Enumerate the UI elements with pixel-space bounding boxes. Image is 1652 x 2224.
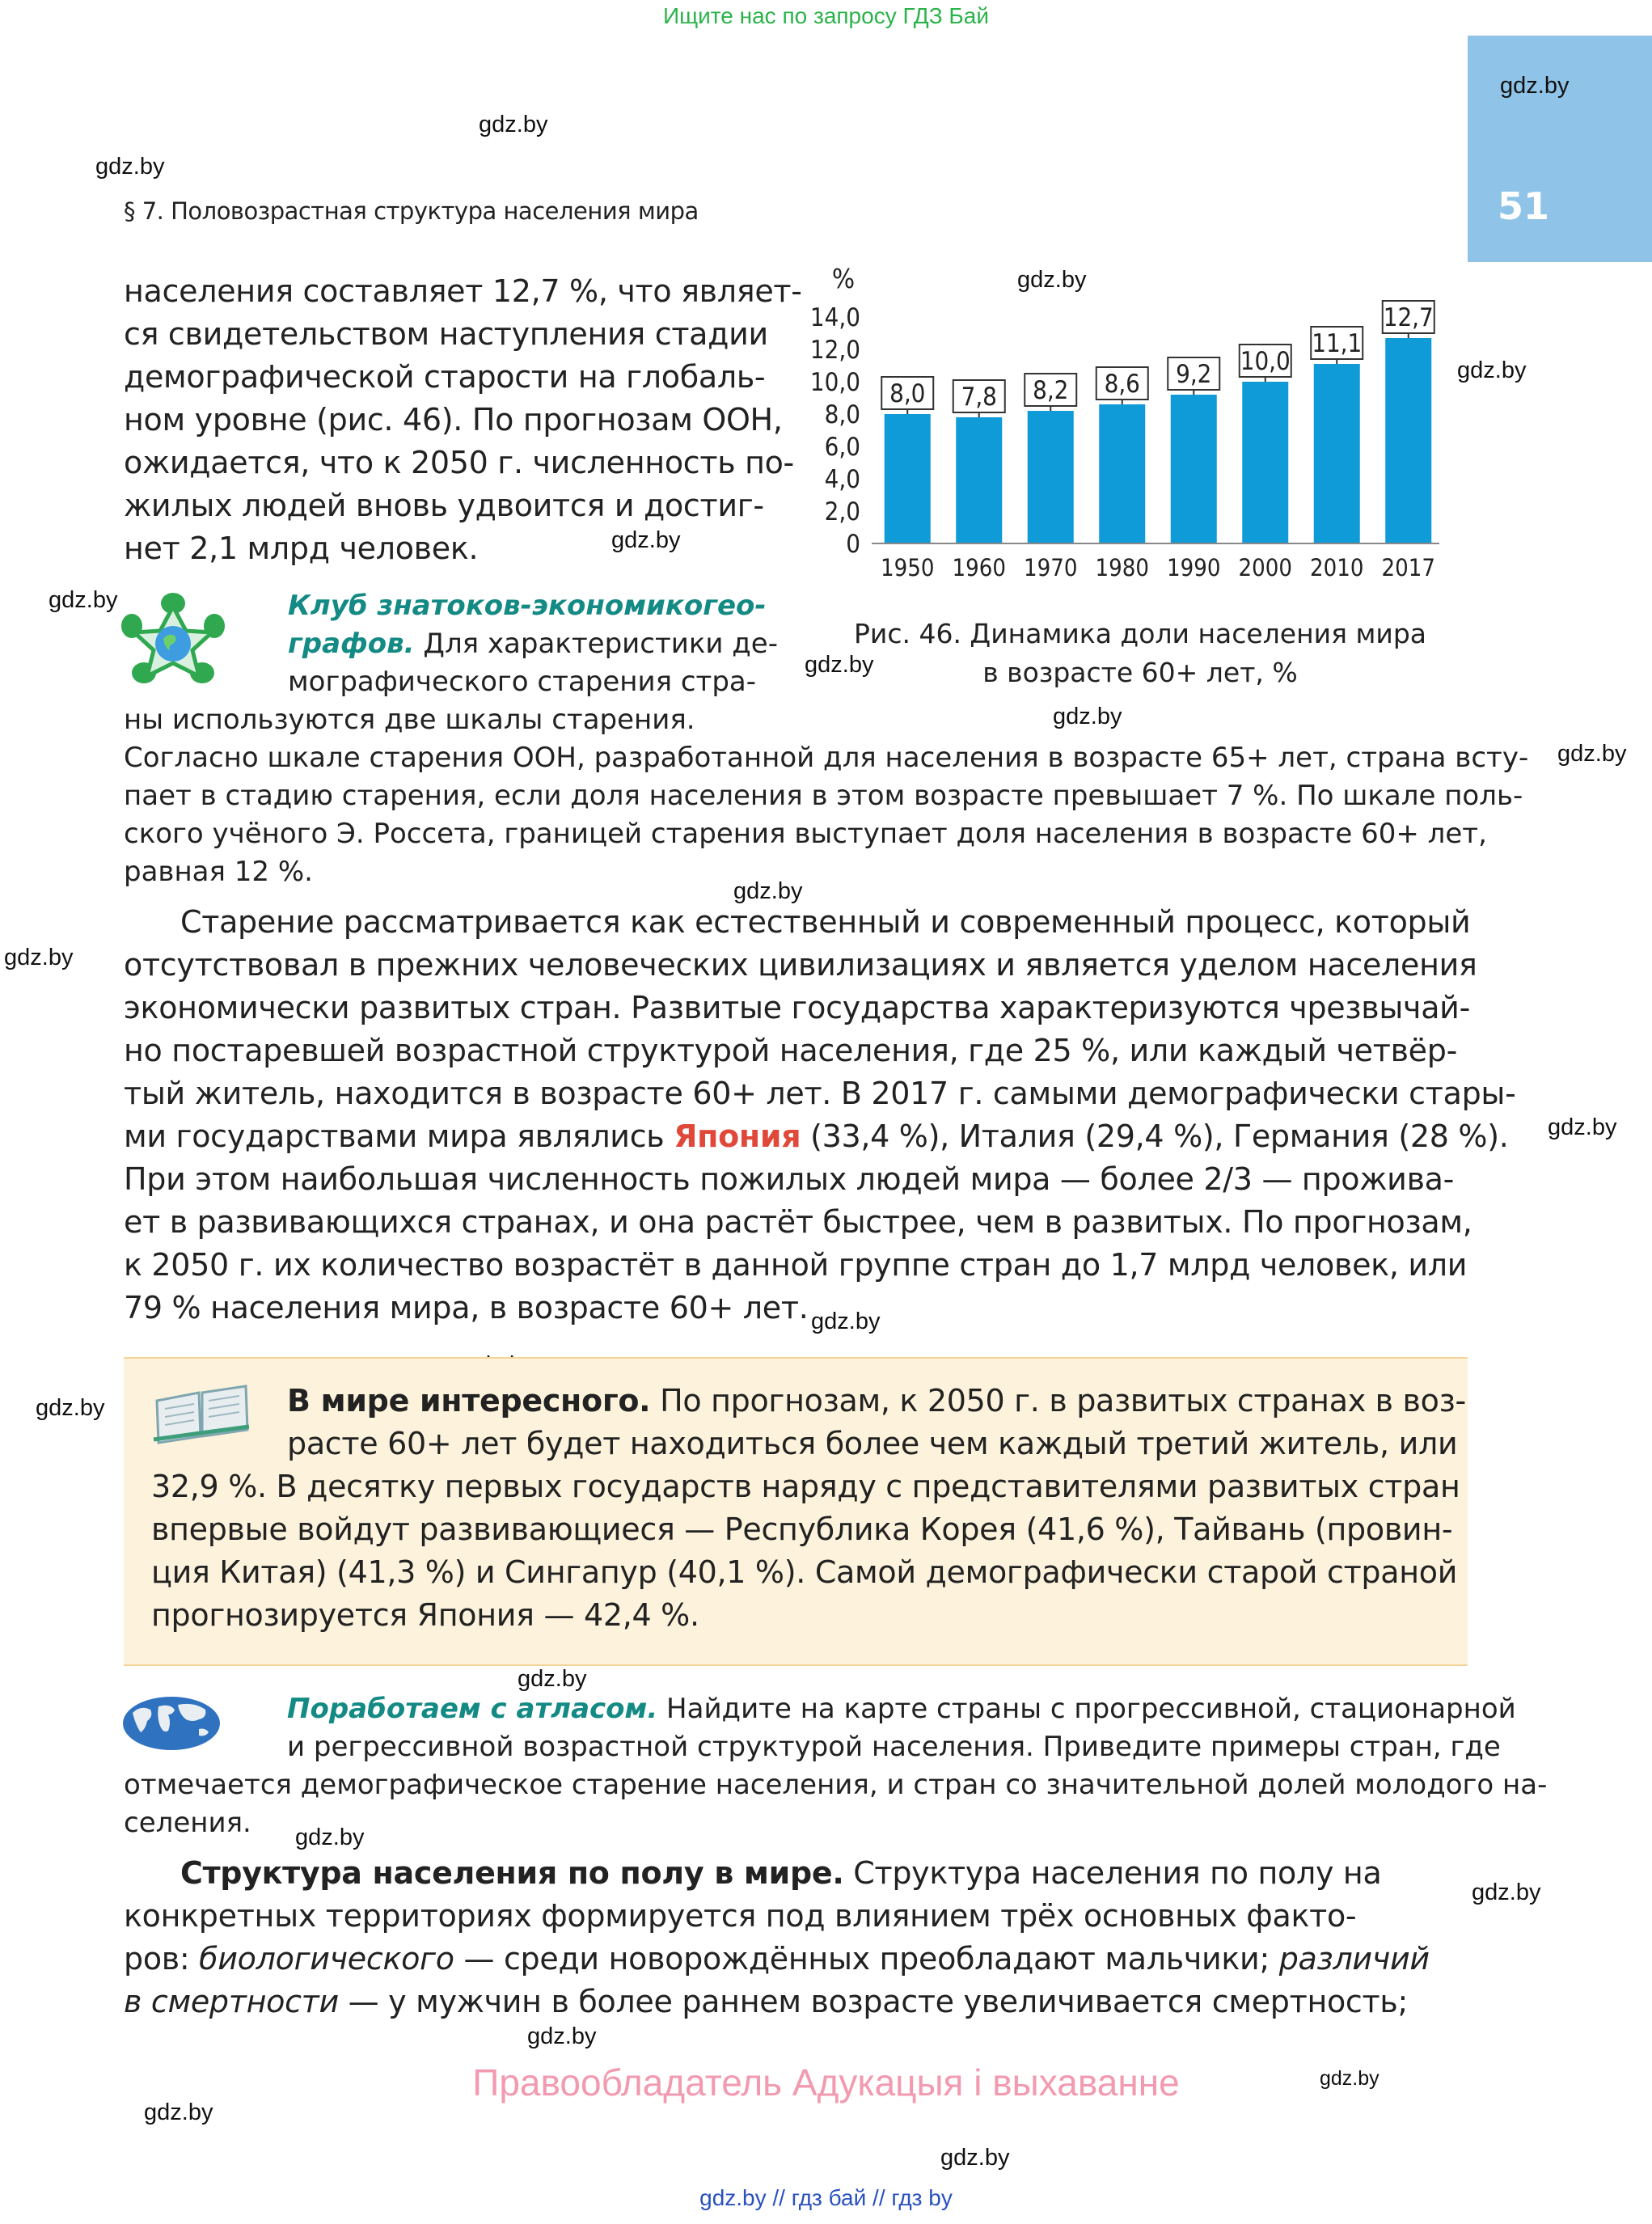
watermark: gdz.by <box>295 1824 365 1850</box>
watermark: gdz.by <box>95 154 165 180</box>
text-line: ского учёного Э. Россета, границей старения выступает доля населения в возрасте 60+ лет, <box>124 818 1487 850</box>
text-line: к 2050 г. их количество возрастёт в данной группе стран до 1,7 млрд человек, или <box>124 1247 1468 1283</box>
bar <box>1385 338 1431 543</box>
text-line: ция Китая) (41,3 %) и Сингапур (40,1 %). Самой демографически старой страной <box>151 1554 1458 1590</box>
text-line: пает в стадию старения, если доля населения в этом возрасте превышает 7 %. По шкале поль- <box>124 780 1523 812</box>
text-line: ров: <box>124 1941 200 1977</box>
watermark: gdz.by <box>36 1395 105 1421</box>
text-line: ми государствами мира являлись <box>124 1118 674 1154</box>
text-line: По прогнозам, к 2050 г. в развитых странах в воз- <box>650 1383 1466 1419</box>
watermark: gdz.by <box>49 587 118 613</box>
watermark: gdz.by <box>527 2023 597 2049</box>
y-tick-label: 14,0 <box>809 303 860 332</box>
x-tick-label: 2017 <box>1381 554 1435 581</box>
data-label: 10,0 <box>1240 347 1291 376</box>
text-line: (33,4 %), Италия (29,4 %), Германия (28 %). <box>801 1118 1509 1154</box>
text-line: нет 2,1 млрд человек. <box>124 531 479 566</box>
watermark: gdz.by <box>805 652 874 678</box>
y-tick-label: 8,0 <box>824 400 860 429</box>
bar <box>1099 404 1145 543</box>
club-text <box>124 701 1529 891</box>
text-line: и регрессивной возрастной структурой населения. Приведите примеры стран, где <box>287 1731 1501 1763</box>
watermark: gdz.by <box>733 878 803 904</box>
y-tick-label: 6,0 <box>824 433 860 462</box>
text-line: но постаревшей возрастной структурой населения, где 25 %, или каждый четвёр- <box>124 1033 1457 1068</box>
watermark: gdz.by <box>4 945 74 970</box>
data-label: 8,6 <box>1104 370 1140 399</box>
text-line: Структура населения по полу на <box>843 1855 1382 1891</box>
x-tick-label: 1950 <box>881 554 935 581</box>
watermark: gdz.by <box>518 1666 587 1692</box>
text-line: 32,9 %. В десятку первых государств наряду с представителями развитых стран <box>151 1469 1460 1504</box>
y-tick-label: 10,0 <box>809 368 860 397</box>
watermark: gdz.by <box>611 527 681 553</box>
data-label: 8,0 <box>889 379 926 408</box>
text-line: демографической старости на глобаль- <box>124 359 766 395</box>
watermark: gdz.by <box>1548 1114 1617 1140</box>
interesting-facts-text <box>124 1380 1468 1637</box>
data-label: 8,2 <box>1033 376 1069 405</box>
text-line: населения составляет 12,7 %, что являет- <box>124 273 802 309</box>
text-line: Согласно шкале старения ООН, разработанной для населения в возрасте 65+ лет, страна всту- <box>124 742 1529 774</box>
section-subtitle: Структура населения по полу в мире. <box>180 1855 844 1891</box>
text-line: равная 12 %. <box>124 856 313 888</box>
bar <box>885 414 931 543</box>
text-line: конкретных территориях формируется под влиянием трёх основных факто- <box>124 1898 1357 1934</box>
bottom-links: gdz.by // гдз бай // гдз by <box>699 2185 953 2210</box>
page-number: 51 <box>1498 184 1550 228</box>
text-line: расте 60+ лет будет находиться более чем каждый третий житель, или <box>287 1426 1458 1461</box>
text-line: отсутствовал в прежних человеческих цивилизациях и является уделом населения <box>124 947 1477 983</box>
text-line: ет в развивающихся странах, и она растёт быстрее, чем в развитых. По прогнозам, <box>124 1204 1472 1240</box>
text-line: жилых людей вновь удвоится и достиг- <box>124 488 764 523</box>
y-axis-label: % <box>831 263 856 294</box>
section-header: § 7. Половозрастная структура населения мира <box>124 197 699 225</box>
x-tick-label: 2010 <box>1310 554 1364 581</box>
text-line: 79 % населения мира, в возрасте 60+ лет. <box>124 1290 809 1326</box>
x-tick-label: 1990 <box>1167 554 1221 581</box>
watermark: gdz.by <box>811 1309 881 1334</box>
data-label: 11,1 <box>1312 329 1363 358</box>
watermark: gdz.by <box>479 112 548 137</box>
atlas-title: Поработаем с атласом. <box>287 1693 658 1725</box>
data-label: 7,8 <box>961 383 997 412</box>
text-line: мографического старения стра- <box>288 666 757 698</box>
text-line: Найдите на карте страны с прогрессивной, стационарной <box>657 1693 1516 1725</box>
text-line: экономически развитых стран. Развитые государства характеризуются чрезвычай- <box>124 990 1470 1025</box>
watermark: gdz.by <box>1500 73 1570 99</box>
watermark: gdz.by <box>1017 267 1087 293</box>
club-title: графов. <box>288 628 415 660</box>
x-tick-label: 1960 <box>952 554 1006 581</box>
search-hint: Ищите нас по запросу ГДЗ Бай <box>662 3 990 28</box>
text-line: впервые войдут развивающиеся — Республика Корея (41,6 %), Тайвань (провин- <box>151 1512 1453 1547</box>
bar <box>1028 411 1074 543</box>
x-tick-label: 1980 <box>1095 554 1149 581</box>
population-aging-bar-chart <box>776 256 1447 587</box>
x-tick-label: 2000 <box>1238 554 1292 581</box>
y-tick-label: 4,0 <box>824 465 860 494</box>
text-line: ном уровне (рис. 46). По прогнозам ООН, <box>124 402 783 438</box>
box-title: В мире интересного. <box>287 1383 651 1419</box>
bar <box>1242 382 1288 543</box>
y-tick-label: 0 <box>846 530 860 559</box>
copyright-notice: Правообладатель Адукацыя і выхаванне <box>472 2061 1180 2103</box>
text-line: — среди новорождённых преобладают мальчики; <box>454 1941 1279 1977</box>
watermark: gdz.by <box>940 2145 1010 2171</box>
sex-structure-paragraph <box>124 1852 1468 2023</box>
caption-line: в возрасте 60+ лет, % <box>982 657 1298 688</box>
text-line: селения. <box>124 1807 251 1839</box>
watermark: gdz.by <box>144 2099 213 2125</box>
watermark: gdz.by <box>1320 2067 1379 2090</box>
x-tick-label: 1970 <box>1024 554 1078 581</box>
data-label: 12,7 <box>1383 303 1434 332</box>
y-tick-label: 2,0 <box>824 497 860 526</box>
text-term: биологического <box>199 1941 454 1977</box>
text-line: ны используются две шкалы старения. <box>124 704 695 736</box>
text-line: отмечается демографическое старение населения, и стран со значительной долей молодого на- <box>124 1769 1548 1801</box>
watermark: gdz.by <box>1053 704 1122 729</box>
intro-paragraph <box>124 270 802 570</box>
figure-caption <box>833 615 1447 692</box>
watermark: gdz.by <box>1457 357 1527 383</box>
text-line: ся свидетельством наступления стадии <box>124 316 768 352</box>
caption-line: Рис. 46. Динамика доли населения мира <box>853 618 1426 649</box>
bar <box>956 417 1002 543</box>
text-line: ожидается, что к 2050 г. численность по- <box>124 445 794 480</box>
text-line: Старение рассматривается как естественный и современный процесс, который <box>180 904 1471 940</box>
bar <box>1314 364 1360 543</box>
bar <box>1171 395 1217 543</box>
club-emblem-icon <box>121 592 225 687</box>
aging-paragraph <box>124 901 1516 1330</box>
text-term: различий <box>1278 1941 1430 1977</box>
text-line: прогнозируется Япония — 42,4 %. <box>151 1597 699 1633</box>
data-label: 9,2 <box>1176 360 1212 389</box>
watermark: gdz.by <box>1557 741 1627 767</box>
text-line: тый житель, находится в возрасте 60+ лет. В 2017 г. самыми демографически стары- <box>124 1076 1516 1111</box>
text-line: Для характеристики де- <box>414 628 778 660</box>
watermark: gdz.by <box>1472 1879 1541 1905</box>
club-intro <box>288 587 778 701</box>
y-tick-label: 12,0 <box>809 336 860 365</box>
page-number-tab <box>1468 36 1652 262</box>
club-title: Клуб знатоков-экономикогео- <box>288 590 767 622</box>
highlight-japan: Япония <box>674 1118 801 1154</box>
text-line: При этом наибольшая численность пожилых людей мира — более 2/3 — прожива- <box>124 1161 1455 1197</box>
atlas-task <box>124 1690 1548 1842</box>
text-term: в смертности <box>124 1984 339 2019</box>
text-line: — у мужчин в более раннем возрасте увеличивается смертность; <box>338 1984 1408 2019</box>
